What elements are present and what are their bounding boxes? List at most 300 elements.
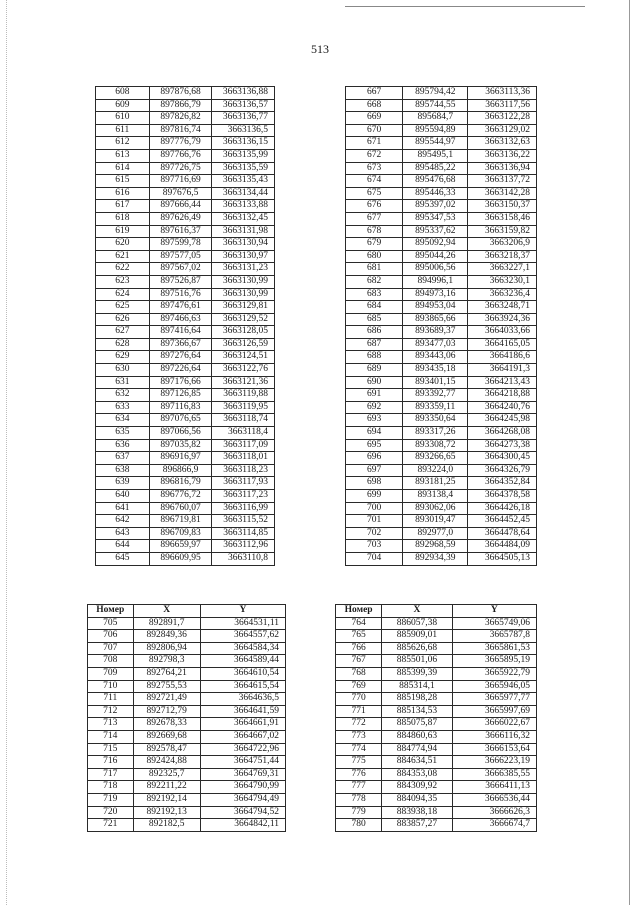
x-coordinate-cell: 892806,94	[133, 642, 200, 655]
x-coordinate-cell: 892211,22	[133, 781, 200, 794]
x-coordinate-cell: 892192,13	[133, 806, 200, 819]
y-coordinate-cell: 3664794,49	[200, 793, 285, 806]
y-coordinate-cell: 3665946,05	[452, 680, 536, 693]
table-row	[336, 642, 537, 655]
table-row	[346, 364, 537, 377]
table-row	[346, 389, 537, 402]
point-number-cell: 709	[88, 667, 134, 680]
point-number-cell: 692	[346, 401, 403, 414]
point-number-cell: 715	[88, 743, 134, 756]
point-number-cell: 617	[96, 200, 150, 213]
point-number-cell: 645	[96, 552, 150, 565]
y-coordinate-cell: 3663136,57	[212, 99, 275, 112]
point-number-cell: 616	[96, 187, 150, 200]
y-coordinate-cell: 3665922,79	[452, 667, 536, 680]
x-coordinate-cell: 892977,0	[403, 527, 468, 540]
x-coordinate-cell: 897567,02	[149, 263, 212, 276]
x-coordinate-cell: 896609,95	[149, 552, 212, 565]
x-coordinate-cell: 892424,88	[133, 756, 200, 769]
table-row	[336, 793, 537, 806]
y-coordinate-cell: 3663117,09	[212, 439, 275, 452]
table-row	[346, 162, 537, 175]
x-coordinate-cell: 885399,39	[382, 667, 452, 680]
table-row	[96, 490, 275, 503]
point-number-cell: 718	[88, 781, 134, 794]
point-number-cell: 668	[346, 99, 403, 112]
point-number-cell: 696	[346, 452, 403, 465]
x-coordinate-cell: 896719,81	[149, 515, 212, 528]
point-number-cell: 671	[346, 137, 403, 150]
x-coordinate-cell: 897476,61	[149, 301, 212, 314]
x-coordinate-cell: 896760,07	[149, 502, 212, 515]
point-number-cell: 721	[88, 819, 134, 832]
point-number-cell: 773	[336, 730, 382, 743]
y-coordinate-cell: 3663129,02	[468, 124, 537, 137]
y-coordinate-cell: 3663119,95	[212, 401, 275, 414]
x-coordinate-cell: 892891,7	[133, 617, 200, 630]
table-row	[346, 427, 537, 440]
y-coordinate-cell: 3663132,45	[212, 212, 275, 225]
y-coordinate-cell: 3663117,93	[212, 477, 275, 490]
point-number-cell: 714	[88, 730, 134, 743]
x-coordinate-cell: 892721,49	[133, 693, 200, 706]
point-number-cell: 686	[346, 326, 403, 339]
table-row	[88, 693, 286, 706]
x-coordinate-cell: 893865,66	[403, 313, 468, 326]
table-row	[96, 364, 275, 377]
table-row	[346, 225, 537, 238]
x-coordinate-cell: 897866,79	[149, 99, 212, 112]
coordinates-table-4	[335, 604, 537, 832]
x-coordinate-cell: 895337,62	[403, 225, 468, 238]
table-row	[96, 515, 275, 528]
table-row	[96, 99, 275, 112]
point-number-cell: 689	[346, 364, 403, 377]
y-coordinate-cell: 3664218,88	[468, 389, 537, 402]
table-row	[346, 452, 537, 465]
y-coordinate-cell: 3666022,67	[452, 718, 536, 731]
y-coordinate-cell: 3663136,77	[212, 112, 275, 125]
y-coordinate-cell: 3664033,66	[468, 326, 537, 339]
point-number-cell: 780	[336, 819, 382, 832]
table-row	[88, 806, 286, 819]
point-number-cell: 626	[96, 313, 150, 326]
x-coordinate-cell: 893392,77	[403, 389, 468, 402]
table-row	[96, 187, 275, 200]
table-row	[96, 452, 275, 465]
x-coordinate-cell: 897816,74	[149, 124, 212, 137]
table-row	[346, 502, 537, 515]
point-number-cell: 621	[96, 250, 150, 263]
x-coordinate-cell: 897516,76	[149, 288, 212, 301]
column-header-number: Номер	[88, 605, 134, 618]
point-number-cell: 778	[336, 793, 382, 806]
y-coordinate-cell: 3665977,77	[452, 693, 536, 706]
x-coordinate-cell: 895744,55	[403, 99, 468, 112]
x-coordinate-cell: 884309,92	[382, 781, 452, 794]
table-row	[336, 655, 537, 668]
x-coordinate-cell: 883938,18	[382, 806, 452, 819]
table-row	[96, 439, 275, 452]
y-coordinate-cell: 3663117,56	[468, 99, 537, 112]
point-number-cell: 774	[336, 743, 382, 756]
table-row	[96, 502, 275, 515]
point-number-cell: 635	[96, 427, 150, 440]
y-coordinate-cell: 3663230,1	[468, 275, 537, 288]
table-body	[88, 617, 286, 831]
table-row	[88, 730, 286, 743]
y-coordinate-cell: 3663110,8	[212, 552, 275, 565]
table-row	[346, 200, 537, 213]
x-coordinate-cell: 897826,82	[149, 112, 212, 125]
coordinates-table-3	[87, 604, 286, 832]
x-coordinate-cell: 885075,87	[382, 718, 452, 731]
table-row	[346, 149, 537, 162]
table-row	[336, 718, 537, 731]
y-coordinate-cell: 3663135,43	[212, 175, 275, 188]
y-coordinate-cell: 3666116,32	[452, 730, 536, 743]
point-number-cell: 627	[96, 326, 150, 339]
point-number-cell: 720	[88, 806, 134, 819]
point-number-cell: 622	[96, 263, 150, 276]
table-row	[346, 99, 537, 112]
y-coordinate-cell: 3663218,37	[468, 250, 537, 263]
x-coordinate-cell: 895485,22	[403, 162, 468, 175]
point-number-cell: 691	[346, 389, 403, 402]
point-number-cell: 703	[346, 540, 403, 553]
y-coordinate-cell: 3663136,5	[212, 124, 275, 137]
point-number-cell: 612	[96, 137, 150, 150]
point-number-cell: 777	[336, 781, 382, 794]
x-coordinate-cell: 893350,64	[403, 414, 468, 427]
x-coordinate-cell: 892968,59	[403, 540, 468, 553]
table-header-row	[88, 605, 286, 618]
table-header-row	[336, 605, 537, 618]
table-row	[96, 149, 275, 162]
y-coordinate-cell: 3664722,96	[200, 743, 285, 756]
table-row	[88, 630, 286, 643]
y-coordinate-cell: 3664751,44	[200, 756, 285, 769]
y-coordinate-cell: 3664213,43	[468, 376, 537, 389]
y-coordinate-cell: 3663130,97	[212, 250, 275, 263]
x-coordinate-cell: 897626,49	[149, 212, 212, 225]
y-coordinate-cell: 3666674,7	[452, 819, 536, 832]
point-number-cell: 681	[346, 263, 403, 276]
point-number-cell: 775	[336, 756, 382, 769]
point-number-cell: 618	[96, 212, 150, 225]
table-row	[96, 540, 275, 553]
table-row	[88, 781, 286, 794]
point-number-cell: 608	[96, 87, 150, 100]
table-row	[96, 401, 275, 414]
table-row	[96, 552, 275, 565]
point-number-cell: 673	[346, 162, 403, 175]
x-coordinate-cell: 892764,21	[133, 667, 200, 680]
point-number-cell: 699	[346, 490, 403, 503]
y-coordinate-cell: 3665997,69	[452, 705, 536, 718]
table-row	[88, 655, 286, 668]
point-number-cell: 772	[336, 718, 382, 731]
point-number-cell: 690	[346, 376, 403, 389]
y-coordinate-cell: 3664584,34	[200, 642, 285, 655]
y-coordinate-cell: 3663115,52	[212, 515, 275, 528]
x-coordinate-cell: 897176,66	[149, 376, 212, 389]
y-coordinate-cell: 3663136,15	[212, 137, 275, 150]
y-coordinate-cell: 3663142,28	[468, 187, 537, 200]
table-row	[346, 288, 537, 301]
y-coordinate-cell: 3665861,53	[452, 642, 536, 655]
table-row	[96, 313, 275, 326]
point-number-cell: 615	[96, 175, 150, 188]
point-number-cell: 674	[346, 175, 403, 188]
point-number-cell: 636	[96, 439, 150, 452]
y-coordinate-cell: 3664191,3	[468, 364, 537, 377]
table-row	[346, 238, 537, 251]
point-number-cell: 687	[346, 338, 403, 351]
x-coordinate-cell: 893019,47	[403, 515, 468, 528]
y-coordinate-cell: 3664165,05	[468, 338, 537, 351]
x-coordinate-cell: 896709,83	[149, 527, 212, 540]
y-coordinate-cell: 3663121,36	[212, 376, 275, 389]
page-left-edge	[6, 0, 7, 905]
table-row	[346, 187, 537, 200]
y-coordinate-cell: 3663129,52	[212, 313, 275, 326]
point-number-cell: 679	[346, 238, 403, 251]
y-coordinate-cell: 3665787,8	[452, 630, 536, 643]
point-number-cell: 631	[96, 376, 150, 389]
point-number-cell: 609	[96, 99, 150, 112]
point-number-cell: 632	[96, 389, 150, 402]
x-coordinate-cell: 893224,0	[403, 464, 468, 477]
point-number-cell: 670	[346, 124, 403, 137]
point-number-cell: 684	[346, 301, 403, 314]
y-coordinate-cell: 3663119,88	[212, 389, 275, 402]
x-coordinate-cell: 897666,44	[149, 200, 212, 213]
point-number-cell: 637	[96, 452, 150, 465]
y-coordinate-cell: 3663159,82	[468, 225, 537, 238]
point-number-cell: 694	[346, 427, 403, 440]
table-row	[346, 301, 537, 314]
point-number-cell: 675	[346, 187, 403, 200]
point-number-cell: 688	[346, 351, 403, 364]
x-coordinate-cell: 885314,1	[382, 680, 452, 693]
point-number-cell: 643	[96, 527, 150, 540]
x-coordinate-cell: 894973,16	[403, 288, 468, 301]
y-coordinate-cell: 3664484,09	[468, 540, 537, 553]
point-number-cell: 712	[88, 705, 134, 718]
x-coordinate-cell: 885909,01	[382, 630, 452, 643]
x-coordinate-cell: 893443,06	[403, 351, 468, 364]
table-row	[346, 275, 537, 288]
point-number-cell: 619	[96, 225, 150, 238]
x-coordinate-cell: 895476,68	[403, 175, 468, 188]
point-number-cell: 620	[96, 238, 150, 251]
table-body	[346, 87, 537, 566]
y-coordinate-cell: 3663118,4	[212, 427, 275, 440]
table-row	[346, 527, 537, 540]
point-number-cell: 624	[96, 288, 150, 301]
x-coordinate-cell: 893317,26	[403, 427, 468, 440]
table-row	[96, 175, 275, 188]
table-row	[96, 527, 275, 540]
x-coordinate-cell: 894953,04	[403, 301, 468, 314]
point-number-cell: 630	[96, 364, 150, 377]
y-coordinate-cell: 3663130,99	[212, 275, 275, 288]
point-number-cell: 644	[96, 540, 150, 553]
y-coordinate-cell: 3663122,76	[212, 364, 275, 377]
table-row	[88, 667, 286, 680]
y-coordinate-cell: 3664186,6	[468, 351, 537, 364]
x-coordinate-cell: 886057,38	[382, 617, 452, 630]
point-number-cell: 678	[346, 225, 403, 238]
point-number-cell: 765	[336, 630, 382, 643]
table-row	[346, 313, 537, 326]
y-coordinate-cell: 3664661,91	[200, 718, 285, 731]
y-coordinate-cell: 3663135,59	[212, 162, 275, 175]
table-row	[96, 137, 275, 150]
point-number-cell: 638	[96, 464, 150, 477]
table-row	[96, 288, 275, 301]
x-coordinate-cell: 893689,37	[403, 326, 468, 339]
point-number-cell: 698	[346, 477, 403, 490]
point-number-cell: 672	[346, 149, 403, 162]
point-number-cell: 625	[96, 301, 150, 314]
x-coordinate-cell: 897726,75	[149, 162, 212, 175]
x-coordinate-cell: 893359,11	[403, 401, 468, 414]
x-coordinate-cell: 896816,79	[149, 477, 212, 490]
point-number-cell: 764	[336, 617, 382, 630]
x-coordinate-cell: 896659,97	[149, 540, 212, 553]
table-row	[336, 806, 537, 819]
y-coordinate-cell: 3663924,36	[468, 313, 537, 326]
table-row	[88, 705, 286, 718]
x-coordinate-cell: 897776,79	[149, 137, 212, 150]
x-coordinate-cell: 893062,06	[403, 502, 468, 515]
y-coordinate-cell: 3665895,19	[452, 655, 536, 668]
y-coordinate-cell: 3666223,19	[452, 756, 536, 769]
y-coordinate-cell: 3663130,94	[212, 238, 275, 251]
x-coordinate-cell: 897366,67	[149, 338, 212, 351]
table-row	[346, 212, 537, 225]
point-number-cell: 706	[88, 630, 134, 643]
table-row	[88, 642, 286, 655]
x-coordinate-cell: 897616,37	[149, 225, 212, 238]
point-number-cell: 704	[346, 552, 403, 565]
y-coordinate-cell: 3664589,44	[200, 655, 285, 668]
column-header-y: Y	[452, 605, 536, 618]
table-row	[346, 112, 537, 125]
y-coordinate-cell: 3663136,94	[468, 162, 537, 175]
table-row	[346, 477, 537, 490]
table-row	[346, 552, 537, 565]
x-coordinate-cell: 885501,06	[382, 655, 452, 668]
column-header-y: Y	[200, 605, 285, 618]
point-number-cell: 779	[336, 806, 382, 819]
table-row	[346, 351, 537, 364]
x-coordinate-cell: 895544,97	[403, 137, 468, 150]
x-coordinate-cell: 895594,89	[403, 124, 468, 137]
y-coordinate-cell: 3664610,54	[200, 667, 285, 680]
point-number-cell: 614	[96, 162, 150, 175]
y-coordinate-cell: 3666385,55	[452, 768, 536, 781]
column-header-number: Номер	[336, 605, 382, 618]
point-number-cell: 769	[336, 680, 382, 693]
point-number-cell: 685	[346, 313, 403, 326]
x-coordinate-cell: 893138,4	[403, 490, 468, 503]
table-body	[336, 617, 537, 831]
table-row	[336, 756, 537, 769]
y-coordinate-cell: 3664268,08	[468, 427, 537, 440]
x-coordinate-cell: 895684,7	[403, 112, 468, 125]
table-row	[88, 756, 286, 769]
x-coordinate-cell: 896866,9	[149, 464, 212, 477]
x-coordinate-cell: 897116,83	[149, 401, 212, 414]
point-number-cell: 693	[346, 414, 403, 427]
x-coordinate-cell: 895397,02	[403, 200, 468, 213]
table-row	[96, 263, 275, 276]
y-coordinate-cell: 3663133,88	[212, 200, 275, 213]
x-coordinate-cell: 897076,65	[149, 414, 212, 427]
table-row	[96, 414, 275, 427]
y-coordinate-cell: 3664667,02	[200, 730, 285, 743]
x-coordinate-cell: 893308,72	[403, 439, 468, 452]
table-row	[336, 730, 537, 743]
y-coordinate-cell: 3663124,51	[212, 351, 275, 364]
y-coordinate-cell: 3664505,13	[468, 552, 537, 565]
x-coordinate-cell: 893266,65	[403, 452, 468, 465]
x-coordinate-cell: 897035,82	[149, 439, 212, 452]
y-coordinate-cell: 3663150,37	[468, 200, 537, 213]
y-coordinate-cell: 3663131,98	[212, 225, 275, 238]
y-coordinate-cell: 3663112,96	[212, 540, 275, 553]
x-coordinate-cell: 884774,94	[382, 743, 452, 756]
y-coordinate-cell: 3663114,85	[212, 527, 275, 540]
x-coordinate-cell: 895794,42	[403, 87, 468, 100]
column-header-x: X	[382, 605, 452, 618]
table-row	[88, 819, 286, 832]
x-coordinate-cell: 895092,94	[403, 238, 468, 251]
y-coordinate-cell: 3663137,72	[468, 175, 537, 188]
point-number-cell: 677	[346, 212, 403, 225]
point-number-cell: 628	[96, 338, 150, 351]
y-coordinate-cell: 3663248,71	[468, 301, 537, 314]
table-row	[336, 768, 537, 781]
x-coordinate-cell: 897276,64	[149, 351, 212, 364]
table-row	[346, 326, 537, 339]
point-number-cell: 705	[88, 617, 134, 630]
y-coordinate-cell: 3665749,06	[452, 617, 536, 630]
x-coordinate-cell: 897526,87	[149, 275, 212, 288]
x-coordinate-cell: 897416,64	[149, 326, 212, 339]
y-coordinate-cell: 3663131,23	[212, 263, 275, 276]
y-coordinate-cell: 3664790,99	[200, 781, 285, 794]
point-number-cell: 623	[96, 275, 150, 288]
x-coordinate-cell: 892798,3	[133, 655, 200, 668]
point-number-cell: 701	[346, 515, 403, 528]
y-coordinate-cell: 3663117,23	[212, 490, 275, 503]
y-coordinate-cell: 3663130,99	[212, 288, 275, 301]
point-number-cell: 708	[88, 655, 134, 668]
table-row	[96, 464, 275, 477]
point-number-cell: 683	[346, 288, 403, 301]
y-coordinate-cell: 3663158,46	[468, 212, 537, 225]
table-row	[346, 137, 537, 150]
table-row	[88, 718, 286, 731]
table-row	[96, 250, 275, 263]
y-coordinate-cell: 3664245,98	[468, 414, 537, 427]
table-row	[96, 275, 275, 288]
point-number-cell: 710	[88, 680, 134, 693]
